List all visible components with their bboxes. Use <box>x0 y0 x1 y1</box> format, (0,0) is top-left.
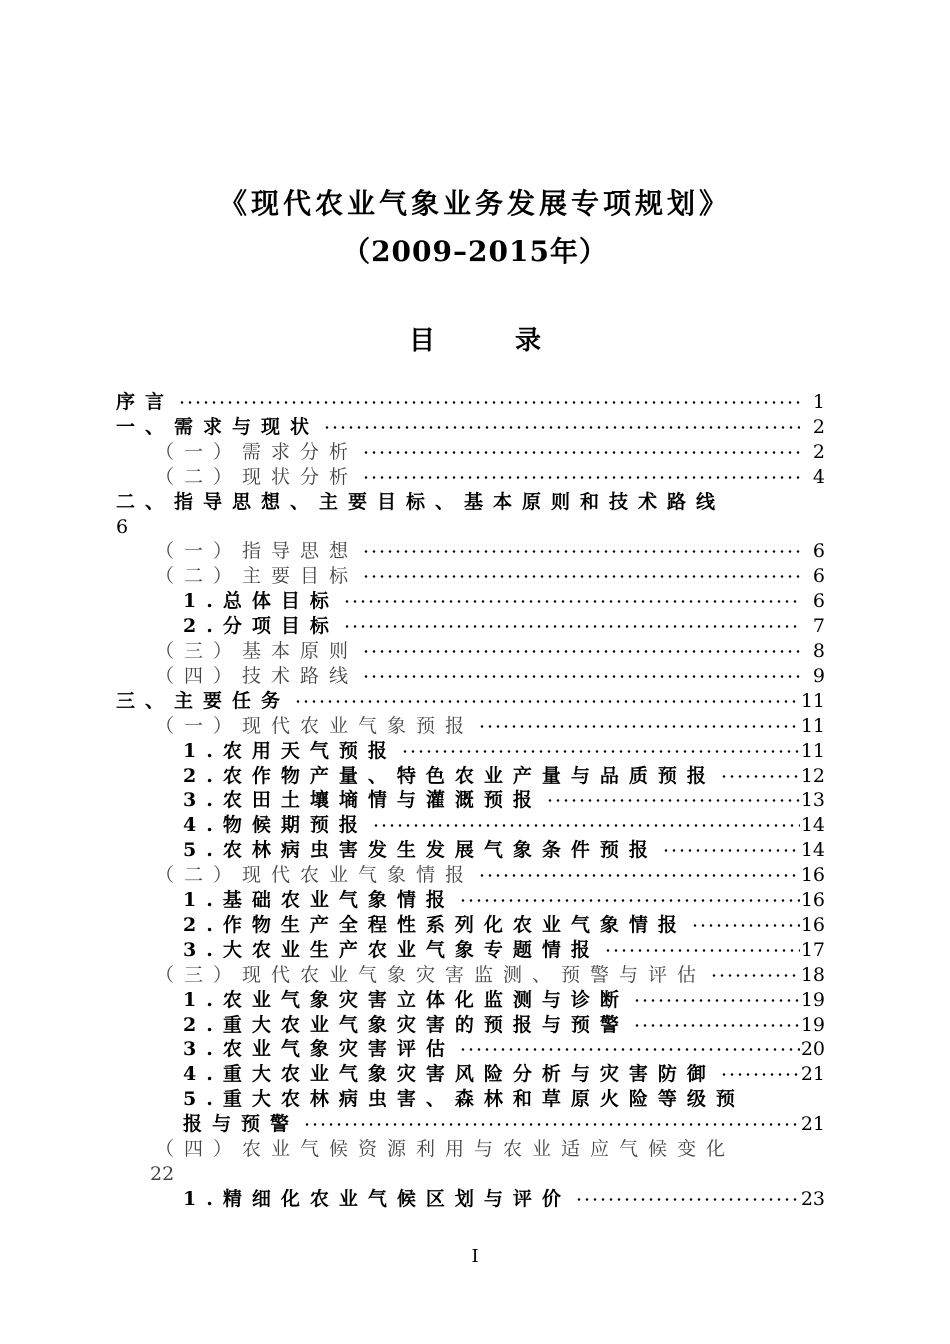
toc-leader-dots <box>604 949 800 952</box>
toc-leader-dots <box>362 675 800 678</box>
toc-entry[interactable] <box>0 1162 950 1187</box>
toc-leader-dots <box>401 750 800 753</box>
toc-entry-page: 8 <box>812 640 825 662</box>
document-title: 《现代农业气象业务发展专项规划》 <box>218 187 731 220</box>
toc-entry-page: 21 <box>800 1113 825 1136</box>
toc-entry-label: 2.农作物产量、特色农业产量与品质预报 <box>183 764 716 787</box>
toc-entry[interactable] <box>0 1112 950 1137</box>
toc-leader-dots <box>478 725 800 728</box>
toc-entry-label: （一）需求分析 <box>155 440 359 463</box>
toc-entry[interactable] <box>0 440 950 465</box>
toc-entry[interactable] <box>0 614 950 639</box>
toc-entry-page: 14 <box>800 839 825 862</box>
toc-entry-page: 23 <box>800 1187 825 1210</box>
toc-leader-dots <box>372 824 800 827</box>
toc-entry[interactable] <box>0 1013 950 1038</box>
toc-leader-dots <box>575 1198 800 1201</box>
toc-entry-label: （二）现代农业气象情报 <box>155 864 475 887</box>
toc-leader-dots <box>720 1073 800 1076</box>
toc-entry-page: 21 <box>800 1063 825 1086</box>
toc-leader-dots <box>691 924 800 927</box>
toc-entry-label: 6 <box>116 515 129 538</box>
toc-entry[interactable] <box>0 490 950 515</box>
toc-entry-page: 20 <box>800 1038 825 1061</box>
toc-leader-dots <box>178 401 800 404</box>
toc-entry-page: 2 <box>812 440 825 463</box>
toc-entry-label: 22 <box>150 1162 175 1185</box>
toc-entry-label: 一、需求与现状 <box>116 415 320 438</box>
toc-entry[interactable] <box>0 988 950 1013</box>
toc-entry[interactable] <box>0 664 950 689</box>
document-subtitle: （2009–2015年） <box>342 235 608 268</box>
toc-entry-label: （四）农业气候资源利用与农业适应气候变化 <box>155 1138 736 1160</box>
toc-entry[interactable] <box>0 913 950 938</box>
toc-leader-dots <box>294 700 800 703</box>
toc-entry-label: 2.分项目标 <box>183 615 339 638</box>
toc-entry[interactable] <box>0 1087 950 1112</box>
toc-entry[interactable] <box>0 1187 950 1212</box>
toc-entry-label: （一）现代农业气象预报 <box>155 714 475 737</box>
toc-entry-label: 3.农业气象灾害评估 <box>183 1038 455 1061</box>
toc-entry-page: 13 <box>800 789 825 812</box>
toc-entry-page: 12 <box>800 764 825 787</box>
toc-entry-page: 11 <box>800 714 825 737</box>
toc-entry[interactable] <box>0 390 950 415</box>
toc-entry-label: 1.基础农业气象情报 <box>183 889 455 911</box>
toc-entry-label: （三）现代农业气象灾害监测、预警与评估 <box>155 963 707 986</box>
toc-entry-page: 16 <box>800 864 825 887</box>
toc-entry-page: 6 <box>812 590 825 613</box>
toc-entry-label: （三）基本原则 <box>155 640 359 662</box>
toc-entry-page: 18 <box>800 963 825 986</box>
toc-leader-dots <box>546 799 800 802</box>
toc-leader-dots <box>478 874 800 877</box>
toc-entry[interactable] <box>0 838 950 863</box>
toc-leader-dots <box>323 426 800 429</box>
toc-heading-char-2: 录 <box>515 326 542 356</box>
toc-entry-page: 1 <box>812 391 825 413</box>
toc-entry-page: 6 <box>812 540 825 563</box>
toc-entry[interactable] <box>0 515 950 540</box>
toc-entry-page: 14 <box>800 814 825 837</box>
toc-entry-label: 三、主要任务 <box>116 689 291 712</box>
toc-entry[interactable] <box>0 863 950 888</box>
page-number: I <box>471 1246 479 1267</box>
toc-leader-dots <box>362 650 800 653</box>
toc-entry-page: 19 <box>800 988 825 1011</box>
toc-entry[interactable] <box>0 689 950 714</box>
toc-leader-dots <box>343 625 800 628</box>
toc-entry-label: （一）指导思想 <box>155 540 359 563</box>
toc-entry-label: 二、指导思想、主要目标、基本原则和技术路线 <box>116 490 726 513</box>
toc-entry[interactable] <box>0 639 950 664</box>
toc-entry-page: 19 <box>800 1013 825 1036</box>
toc-entry-page: 16 <box>800 913 825 936</box>
toc-leader-dots <box>362 476 800 479</box>
toc-entry[interactable] <box>0 465 950 490</box>
toc-leader-dots <box>710 974 800 977</box>
toc-entry-label: 报与预警 <box>183 1113 300 1136</box>
toc-entry-page: 2 <box>812 415 825 438</box>
toc-entry-label: 3.大农业生产农业气象专题情报 <box>183 938 600 961</box>
toc-leader-dots <box>362 550 800 553</box>
toc-entry[interactable] <box>0 589 950 614</box>
toc-entry-page: 11 <box>800 689 825 712</box>
toc-heading <box>0 320 950 357</box>
toc-entry-label: 5.重大农林病虫害、森林和草原火险等级预 <box>183 1088 745 1111</box>
toc-entry-label: 5.农林病虫害发生发展气象条件预报 <box>183 839 658 862</box>
toc-entry[interactable] <box>0 415 950 440</box>
toc-leader-dots <box>720 775 800 778</box>
toc-entry-page: 9 <box>812 664 825 687</box>
toc-entry-label: 3.农田土壤墒情与灌溉预报 <box>183 789 542 812</box>
toc-entry-label: 序言 <box>116 391 175 413</box>
toc-entry-label: 2.作物生产全程性系列化农业气象情报 <box>183 913 687 936</box>
toc-entry[interactable] <box>0 539 950 564</box>
toc-leader-dots <box>633 999 800 1002</box>
toc-entry-page: 7 <box>812 615 825 638</box>
toc-leader-dots <box>633 1024 800 1027</box>
toc-entry[interactable] <box>0 1037 950 1062</box>
toc-entry-page: 11 <box>800 739 825 762</box>
toc-entry-label: （二）主要目标 <box>155 565 359 588</box>
toc-entry-page: 17 <box>800 938 825 961</box>
toc-leader-dots <box>362 575 800 578</box>
toc-entry-page: 6 <box>812 565 825 588</box>
toc-leader-dots <box>362 451 800 454</box>
toc-entry-page: 4 <box>812 465 825 488</box>
toc-entry-label: 2.重大农业气象灾害的预报与预警 <box>183 1013 629 1036</box>
toc-entry[interactable] <box>0 739 950 764</box>
toc-leader-dots <box>662 849 800 852</box>
toc-entry-label: （二）现状分析 <box>155 465 359 488</box>
toc-entry[interactable] <box>0 714 950 739</box>
toc-entry-label: 1.农业气象灾害立体化监测与诊断 <box>183 988 629 1011</box>
toc-entry[interactable] <box>0 764 950 789</box>
toc-entry[interactable] <box>0 938 950 963</box>
toc-entry-label: 1.精细化农业气候区划与评价 <box>183 1187 571 1210</box>
toc-entry[interactable] <box>0 963 950 988</box>
toc-entry[interactable] <box>0 564 950 589</box>
toc-heading-char-1: 目 <box>408 326 435 356</box>
toc-entry-page: 16 <box>800 889 825 911</box>
toc-entry-label: 4.重大农业气象灾害风险分析与灾害防御 <box>183 1063 716 1086</box>
toc-leader-dots <box>303 1123 800 1126</box>
toc-entry[interactable] <box>0 788 950 813</box>
toc-entry[interactable] <box>0 888 950 913</box>
toc-entry-label: 1.总体目标 <box>183 590 339 613</box>
toc-leader-dots <box>459 1048 800 1051</box>
toc-leader-dots <box>343 600 800 603</box>
toc-entry[interactable] <box>0 813 950 838</box>
toc-entry[interactable] <box>0 1137 950 1162</box>
toc-leader-dots <box>459 899 800 902</box>
toc-entry-label: （四）技术路线 <box>155 664 359 687</box>
toc-entry-label: 1.农用天气预报 <box>183 739 397 762</box>
toc-entry-label: 4.物候期预报 <box>183 814 368 837</box>
toc-entry[interactable] <box>0 1062 950 1087</box>
